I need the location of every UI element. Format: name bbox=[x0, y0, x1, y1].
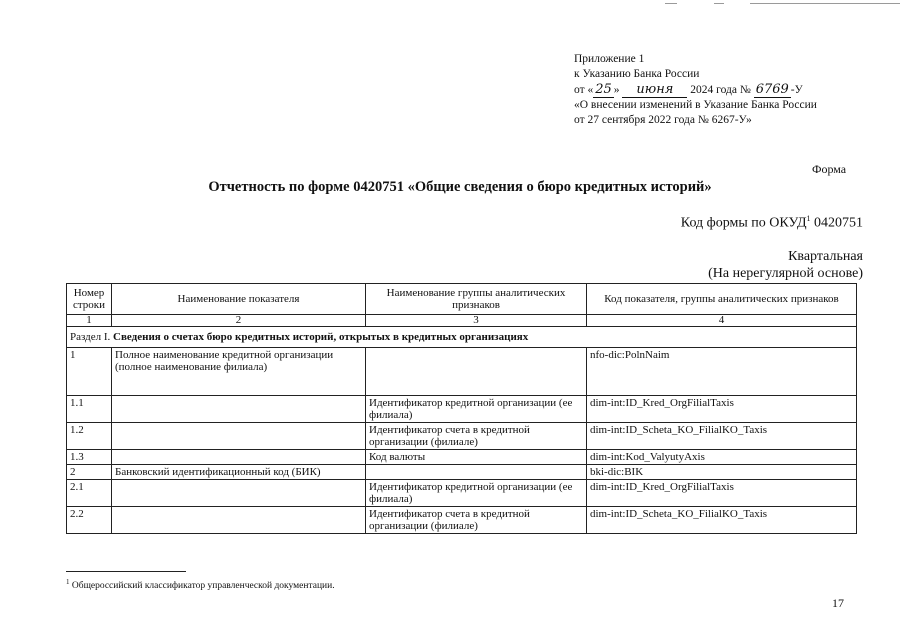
table-row bbox=[67, 507, 857, 534]
row-indicator-name bbox=[112, 480, 366, 507]
section-title: Сведения о счетах бюро кредитных историй, открытых в кредитных организациях bbox=[113, 331, 529, 343]
row-code: nfo-dic:PolnNaim bbox=[587, 348, 857, 396]
handwritten-month: июня bbox=[622, 82, 687, 98]
footnote-mark: 1 bbox=[66, 578, 70, 586]
row-code: dim-int:ID_Kred_OrgFilialTaxis bbox=[587, 396, 857, 423]
footnote-text: Общероссийский классификатор управленческой документации. bbox=[69, 581, 335, 592]
periodicity-line: (На нерегулярной основе) bbox=[708, 266, 863, 281]
section-row bbox=[67, 327, 857, 348]
row-group-name bbox=[366, 465, 587, 480]
appendix-line: «О внесении изменений в Указание Банка России bbox=[574, 99, 817, 111]
row-indicator-name bbox=[112, 450, 366, 465]
scan-artifact bbox=[750, 3, 900, 4]
report-table bbox=[66, 283, 857, 534]
table-row bbox=[67, 423, 857, 450]
date-year: 2024 года № bbox=[687, 84, 754, 96]
column-number: 1 bbox=[67, 315, 112, 327]
section-cell bbox=[67, 327, 857, 348]
column-header-code: Код показателя, группы аналитических признаков bbox=[587, 284, 857, 315]
report-title: Отчетность по форме 0420751 «Общие сведения о бюро кредитных историй» bbox=[208, 179, 712, 195]
footnote bbox=[66, 578, 335, 591]
column-numbers-row bbox=[67, 315, 857, 327]
row-code: dim-int:ID_Kred_OrgFilialTaxis bbox=[587, 480, 857, 507]
row-group-name: Идентификатор кредитной организации (ее филиала) bbox=[366, 480, 587, 507]
row-group-name: Идентификатор кредитной организации (ее филиала) bbox=[366, 396, 587, 423]
number-suffix: -У bbox=[790, 84, 803, 96]
column-number: 4 bbox=[587, 315, 857, 327]
column-number: 3 bbox=[366, 315, 587, 327]
row-number: 1.1 bbox=[67, 396, 112, 423]
appendix-line: к Указанию Банка России bbox=[574, 68, 700, 80]
table-row bbox=[67, 480, 857, 507]
row-group-name: Идентификатор счета в кредитной организации (филиале) bbox=[366, 423, 587, 450]
row-code: dim-int:ID_Scheta_KO_FilialKO_Taxis bbox=[587, 423, 857, 450]
appendix-header bbox=[574, 52, 874, 128]
row-group-name bbox=[366, 348, 587, 396]
row-group-name: Код валюты bbox=[366, 450, 587, 465]
appendix-line: от 27 сентября 2022 года № 6267-У» bbox=[574, 114, 752, 126]
table-row bbox=[67, 450, 857, 465]
footnote-mark: 1 bbox=[806, 214, 811, 223]
row-number: 1 bbox=[67, 348, 112, 396]
row-number: 2.1 bbox=[67, 480, 112, 507]
form-label: Форма bbox=[812, 162, 847, 176]
row-code: dim-int:Kod_ValyutyAxis bbox=[587, 450, 857, 465]
row-code: bki-dic:BIK bbox=[587, 465, 857, 480]
column-header-name: Наименование показателя bbox=[112, 284, 366, 315]
column-header-group: Наименование группы аналитических признаков bbox=[366, 284, 587, 315]
section-prefix: Раздел I. bbox=[70, 331, 114, 343]
row-number: 2.2 bbox=[67, 507, 112, 534]
row-indicator-name bbox=[112, 396, 366, 423]
scan-artifact bbox=[714, 3, 724, 4]
handwritten-day: 25 bbox=[595, 82, 612, 97]
row-number: 2 bbox=[67, 465, 112, 480]
column-number: 2 bbox=[112, 315, 366, 327]
row-indicator-name: Банковский идентификационный код (БИК) bbox=[112, 465, 366, 480]
handwritten-number: 6769 bbox=[755, 82, 789, 97]
appendix-date-line bbox=[574, 82, 874, 98]
appendix-line: Приложение 1 bbox=[574, 53, 645, 65]
okud-value: 0420751 bbox=[810, 215, 863, 231]
page-number: 17 bbox=[832, 596, 844, 610]
row-number: 1.2 bbox=[67, 423, 112, 450]
footnote-divider bbox=[66, 571, 186, 572]
okud-code bbox=[681, 214, 863, 232]
row-indicator-name bbox=[112, 423, 366, 450]
date-prefix: от « bbox=[574, 84, 594, 96]
date-separator: » bbox=[613, 84, 623, 96]
periodicity-line: Квартальная bbox=[788, 249, 863, 264]
row-group-name: Идентификатор счета в кредитной организации (филиале) bbox=[366, 507, 587, 534]
scan-artifact bbox=[665, 3, 677, 4]
table-row bbox=[67, 465, 857, 480]
okud-prefix: Код формы по ОКУД bbox=[680, 215, 807, 231]
row-number: 1.3 bbox=[67, 450, 112, 465]
row-indicator-name: Полное наименование кредитной организации (полное наименование филиала) bbox=[112, 348, 366, 396]
table-header-row bbox=[67, 284, 857, 315]
row-indicator-name bbox=[112, 507, 366, 534]
table-row bbox=[67, 396, 857, 423]
periodicity bbox=[708, 248, 863, 282]
column-header-number: Номер строки bbox=[67, 284, 112, 315]
table-row bbox=[67, 348, 857, 396]
row-code: dim-int:ID_Scheta_KO_FilialKO_Taxis bbox=[587, 507, 857, 534]
